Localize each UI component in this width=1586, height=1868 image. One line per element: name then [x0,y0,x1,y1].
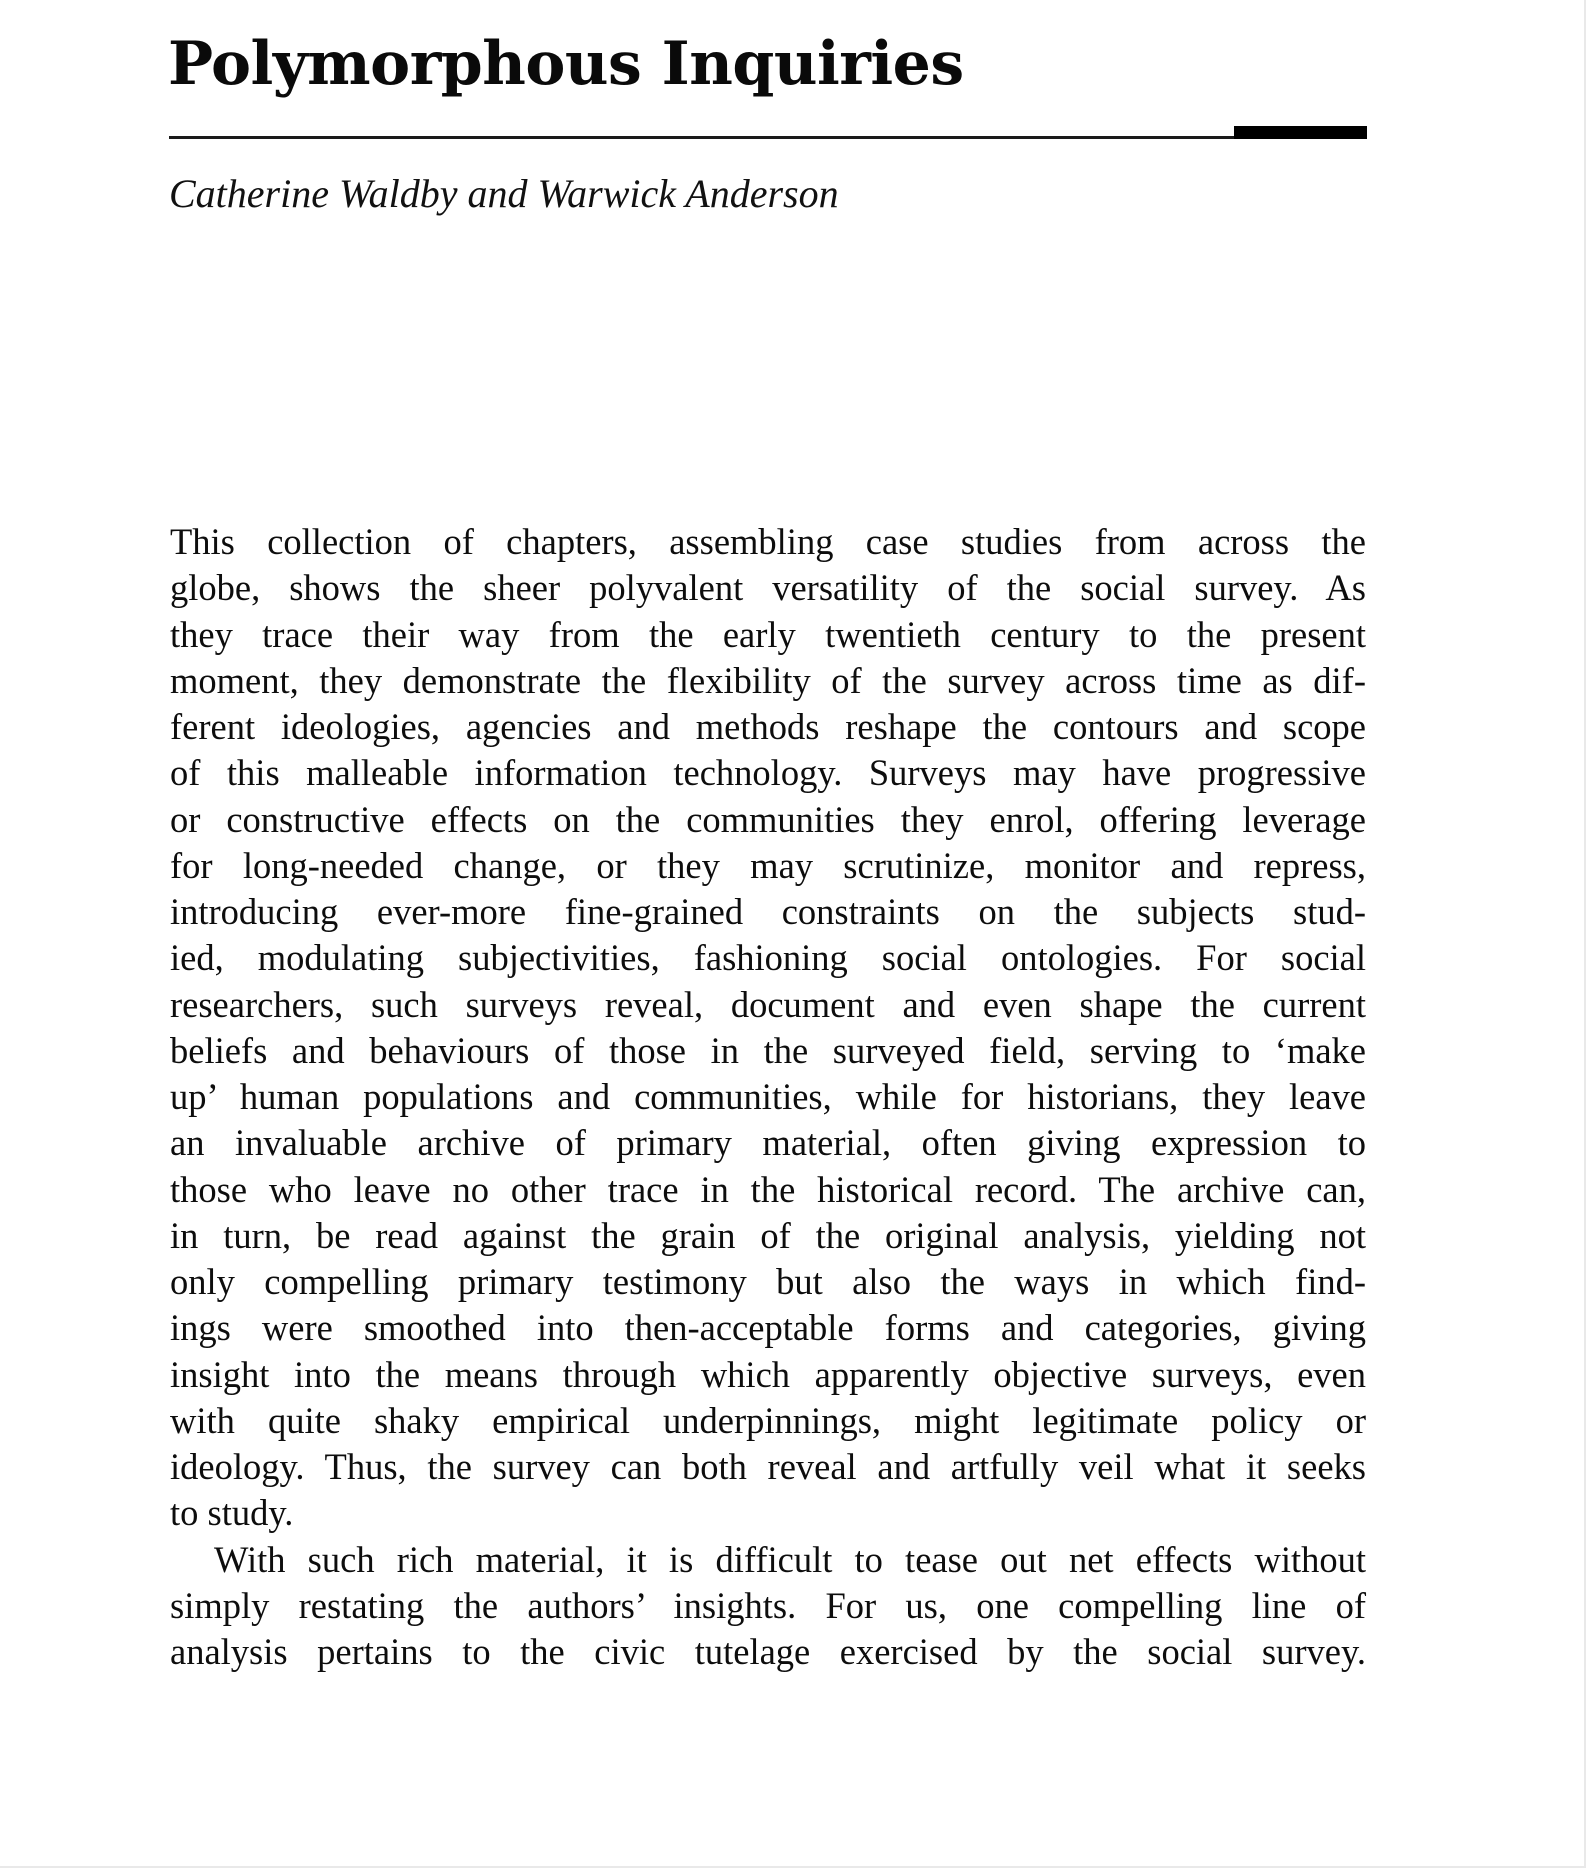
text-line: introducing ever-more fine-grained constraints on the subjects stud- [170,891,1366,932]
text-line: globe, shows the sheer polyvalent versatility of the social survey. As [170,567,1366,609]
text-line: to study. [170,1492,294,1534]
text-line: insight into the means through which apparently objective surveys, even [170,1353,1366,1395]
title-rule [169,136,1235,139]
paragraph-2 [170,1537,1366,1676]
text-line: analysis pertains to the civic tutelage exercised by the social survey. [170,1631,1366,1672]
title-rule-accent [1234,126,1367,139]
body-text [170,519,1366,1675]
paragraph-1 [170,519,1366,1537]
text-line: those who leave no other trace in the historical record. The archive can, [170,1168,1366,1210]
text-line: ideology. Thus, the survey can both reveal and artfully veil what it seeks [170,1446,1366,1487]
text-line: beliefs and behaviours of those in the surveyed field, serving to ‘make [170,1029,1366,1071]
text-line: in turn, be read against the grain of the original analysis, yielding not [170,1214,1366,1256]
text-line: up’ human populations and communities, while for historians, they leave [170,1076,1366,1117]
text-line: This collection of chapters, assembling case studies from across the [170,521,1366,562]
text-line: with quite shaky empirical underpinnings, might legitimate policy or [170,1399,1366,1441]
text-line: of this malleable information technology. Surveys may have progressive [170,752,1366,794]
text-line: ings were smoothed into then-acceptable forms and categories, giving [170,1307,1366,1349]
text-line: With such rich material, it is difficult to tease out net effects without [214,1538,1366,1580]
text-line: ied, modulating subjectivities, fashioning social ontologies. For social [170,937,1366,979]
text-line: for long-needed change, or they may scrutinize, monitor and repress, [170,844,1366,886]
chapter-title: Polymorphous Inquiries [168,29,964,99]
chapter-authors: Catherine Waldby and Warwick Anderson [169,171,839,216]
text-line: they trace their way from the early twentieth century to the present [170,613,1366,655]
text-line: only compelling primary testimony but also the ways in which find- [170,1261,1366,1302]
text-line: or constructive effects on the communities they enrol, offering leverage [170,798,1366,840]
text-line: an invaluable archive of primary material, often giving expression to [170,1122,1366,1164]
text-line: simply restating the authors’ insights. For us, one compelling line of [170,1584,1366,1626]
text-line: moment, they demonstrate the flexibility of the survey across time as dif- [170,659,1366,701]
text-line: researchers, such surveys reveal, document and even shape the current [170,983,1366,1025]
text-line: ferent ideologies, agencies and methods reshape the contours and scope [170,706,1366,747]
